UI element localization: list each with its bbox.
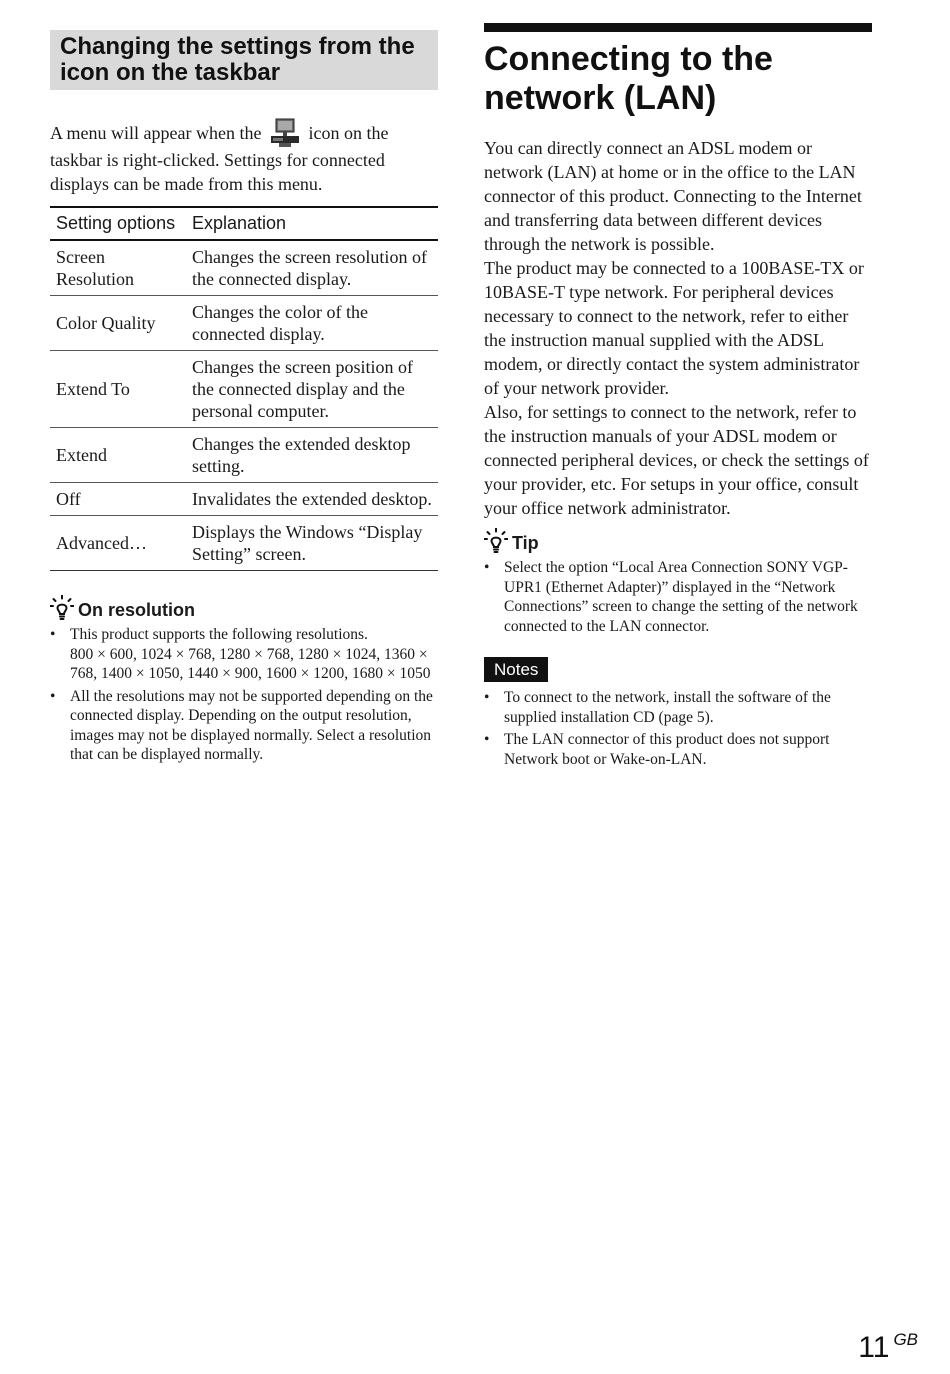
- resolution-support-text: This product supports the following resolutions.: [70, 626, 368, 643]
- intro-paragraph: [50, 118, 438, 196]
- body-paragraph: You can directly connect an ADSL modem or network (LAN) at home or in the office to the LAN connector of this product. Connecting to the Internet and transferring data between different devices through the network is possible.: [484, 138, 862, 254]
- list-item: [50, 625, 438, 684]
- option-cell: Extend: [50, 428, 186, 483]
- body-paragraph: Also, for settings to connect to the network, refer to the instruction manuals of your ADSL modem or connected peripheral devices, or check the settings of your provider, etc. For setups in your office, consult your office network administrator.: [484, 402, 869, 518]
- explanation-cell: Changes the screen position of the connected display and the personal computer.: [186, 351, 438, 428]
- section-heading-network: Connecting to the network (LAN): [484, 40, 773, 117]
- list-item: • Select the option “Local Area Connection SONY VGP-UPR1 (Ethernet Adapter)” displayed in the “Network Connections” screen to change the setting of the network connected to the LAN connector.: [484, 558, 872, 636]
- list-item: • All the resolutions may not be supported depending on the connected display. Depending on the output resolution, images may not be displayed normally. Select a resolution that can be displayed normally.: [50, 687, 438, 765]
- resolution-values: 800 × 600, 1024 × 768, 1280 × 768, 1280 × 1024, 1360 × 768, 1400 × 1050, 1440 × 900, 1600 × 1200, 1680 × 1050: [70, 645, 431, 682]
- table-row: [50, 428, 438, 483]
- resolution-tip-heading: [50, 595, 438, 621]
- explanation-cell: Changes the screen resolution of the connected display.: [186, 240, 438, 296]
- tip-heading: [484, 528, 872, 554]
- header-setting-options: Setting options: [50, 207, 186, 240]
- table-row: [50, 296, 438, 351]
- resolution-tip-title: On resolution: [78, 600, 195, 620]
- section-top-rule: [484, 23, 872, 32]
- explanation-cell: Changes the extended desktop setting.: [186, 428, 438, 483]
- section-heading-taskbar: Changing the settings from the icon on the taskbar: [50, 30, 438, 90]
- lightbulb-icon: [484, 528, 508, 554]
- table-row: [50, 351, 438, 428]
- header-explanation: Explanation: [186, 207, 438, 240]
- table-row: [50, 240, 438, 296]
- page-number: [858, 1330, 918, 1365]
- explanation-cell: Invalidates the extended desktop.: [186, 483, 438, 516]
- table-row: [50, 516, 438, 571]
- page-language-suffix: GB: [893, 1330, 918, 1349]
- notes-list: [484, 688, 872, 769]
- explanation-cell: Changes the color of the connected display.: [186, 296, 438, 351]
- intro-text-before: A menu will appear when the: [50, 123, 262, 143]
- lightbulb-icon: [50, 595, 74, 621]
- option-cell: Screen Resolution: [50, 240, 186, 296]
- tip-list: [484, 558, 872, 636]
- option-cell: Off: [50, 483, 186, 516]
- tip-title: Tip: [512, 533, 539, 553]
- option-cell: Extend To: [50, 351, 186, 428]
- table-header-row: [50, 207, 438, 240]
- list-item: • The LAN connector of this product does not support Network boot or Wake-on-LAN.: [484, 730, 872, 769]
- page-number-value: 11: [858, 1331, 890, 1364]
- option-cell: Color Quality: [50, 296, 186, 351]
- option-cell: Advanced…: [50, 516, 186, 571]
- network-body: [484, 136, 872, 520]
- resolution-tip-list: [50, 625, 438, 765]
- list-item: • To connect to the network, install the software of the supplied installation CD (page 5).: [484, 688, 872, 727]
- intro-text-after: icon on the taskbar is right-clicked. Settings for connected displays can be made from this menu.: [50, 123, 389, 194]
- right-column: [484, 23, 872, 772]
- explanation-cell: Displays the Windows “Display Setting” screen.: [186, 516, 438, 571]
- settings-table: [50, 206, 438, 571]
- display-taskbar-icon: [269, 118, 301, 148]
- notes-label: Notes: [484, 657, 548, 682]
- left-column: [50, 30, 438, 768]
- body-paragraph: The product may be connected to a 100BASE-TX or 10BASE-T type network. For peripheral devices necessary to connect to the network, refer to either the instruction manual supplied with the ADSL modem, or directly contact the system administrator of your network provider.: [484, 258, 864, 398]
- table-row: [50, 483, 438, 516]
